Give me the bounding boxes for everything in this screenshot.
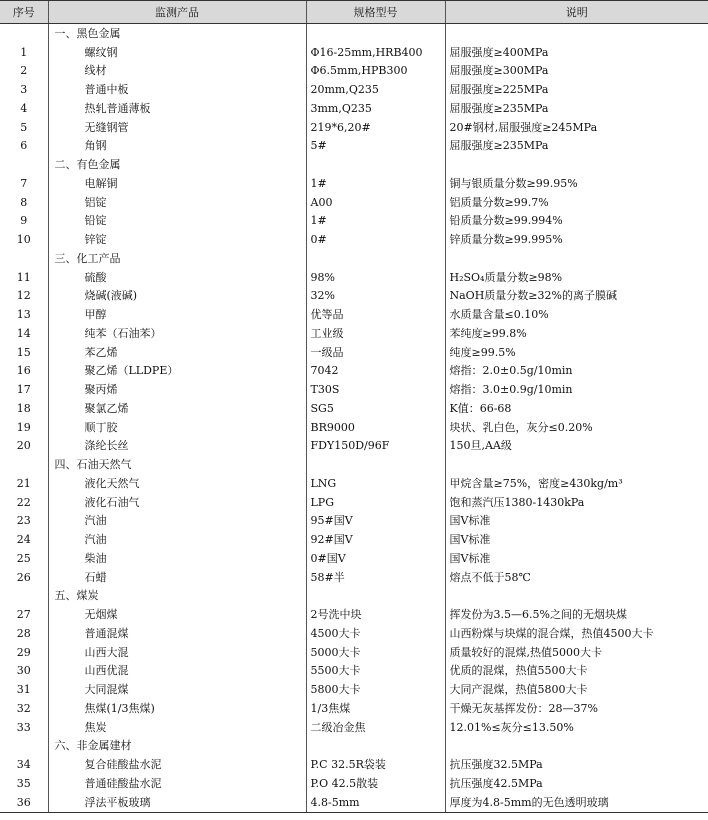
row-number: 23	[16, 514, 31, 528]
spec-model: 2号洗中块	[306, 605, 445, 624]
row-number: 8	[20, 195, 28, 209]
section-label: 二、有色金属	[48, 155, 306, 174]
header-no: 序号	[0, 1, 48, 24]
product-name: 汽油	[48, 530, 306, 549]
row-number: 19	[16, 420, 31, 434]
spec-cell	[306, 24, 445, 43]
row-number: 21	[16, 476, 31, 490]
description: 抗压强度42.5MPa	[445, 774, 708, 793]
row-number: 6	[20, 139, 28, 153]
product-name: 液化天然气	[48, 474, 306, 493]
description: 块状、乳白色，灰分≤0.20%	[445, 418, 708, 437]
header-spec: 规格型号	[306, 1, 445, 24]
table-row	[0, 530, 708, 549]
table-row	[0, 230, 708, 249]
table-row	[0, 99, 708, 118]
description: 熔点不低于58℃	[445, 568, 708, 587]
spec-model: 4500大卡	[306, 624, 445, 643]
row-number: 24	[16, 533, 31, 547]
product-name: 柴油	[48, 549, 306, 568]
spec-model: 0#国Ⅴ	[306, 549, 445, 568]
product-name: 石蜡	[48, 568, 306, 587]
description: 铝质量分数≥99.7%	[445, 193, 708, 212]
description: 厚度为4.8-5mm的无色透明玻璃	[445, 793, 708, 812]
section-label: 四、石油天然气	[48, 455, 306, 474]
row-number-cell	[0, 587, 48, 606]
table-row	[0, 118, 708, 137]
spec-model: T30S	[306, 380, 445, 399]
note-cell	[445, 737, 708, 756]
description: 纯度≥99.5%	[445, 343, 708, 362]
section-row	[0, 155, 708, 174]
spec-model: 95#国Ⅴ	[306, 512, 445, 531]
description: NaOH质量分数≥32%的离子膜碱	[445, 287, 708, 306]
product-name: 纯苯（石油苯）	[48, 324, 306, 343]
section-row	[0, 24, 708, 43]
table-row	[0, 474, 708, 493]
product-name: 聚氯乙烯	[48, 399, 306, 418]
spec-model: 58#半	[306, 568, 445, 587]
spec-model: P.O 42.5散装	[306, 774, 445, 793]
table-row	[0, 43, 708, 62]
row-number-cell	[0, 155, 48, 174]
row-number: 3	[20, 83, 28, 97]
product-name: 浮法平板玻璃	[48, 793, 306, 812]
table-row	[0, 699, 708, 718]
product-name: 苯乙烯	[48, 343, 306, 362]
table-row	[0, 755, 708, 774]
row-number: 31	[16, 683, 31, 697]
spec-model: 0#	[306, 230, 445, 249]
table-row	[0, 137, 708, 156]
table-row	[0, 268, 708, 287]
description: 熔指：2.0±0.5g/10min	[445, 362, 708, 381]
product-name: 汽油	[48, 512, 306, 531]
spec-model: 一级品	[306, 343, 445, 362]
product-name: 铅锭	[48, 212, 306, 231]
spec-model: Φ16-25mm,HRB400	[306, 43, 445, 62]
table-header	[0, 1, 708, 24]
section-label: 三、化工产品	[48, 249, 306, 268]
description: 抗压强度32.5MPa	[445, 755, 708, 774]
spec-model: 5#	[306, 137, 445, 156]
note-cell	[445, 24, 708, 43]
row-number-cell	[0, 249, 48, 268]
table-row	[0, 643, 708, 662]
row-number: 10	[16, 233, 31, 247]
row-number: 12	[16, 289, 31, 303]
description: 干燥无灰基挥发份：28—37%	[445, 699, 708, 718]
description: K值：66-68	[445, 399, 708, 418]
row-number: 9	[20, 214, 28, 228]
table-row	[0, 80, 708, 99]
row-number: 11	[16, 270, 31, 284]
row-number-cell	[0, 455, 48, 474]
spec-model: 98%	[306, 268, 445, 287]
section-label: 五、煤炭	[48, 587, 306, 606]
description: 国Ⅴ标准	[445, 512, 708, 531]
description: 苯纯度≥99.8%	[445, 324, 708, 343]
product-name: 聚乙烯（LLDPE）	[48, 362, 306, 381]
description: 山西粉煤与块煤的混合煤，热值4500大卡	[445, 624, 708, 643]
section-label: 六、非金属建材	[48, 737, 306, 756]
header-row	[0, 1, 708, 24]
description: 屈服强度≥235MPa	[445, 137, 708, 156]
product-name: 大同混煤	[48, 680, 306, 699]
spec-model: 1#	[306, 212, 445, 231]
row-number: 27	[16, 608, 31, 622]
table-row	[0, 437, 708, 456]
product-name: 山西优混	[48, 662, 306, 681]
table-row	[0, 774, 708, 793]
product-name: 无烟煤	[48, 605, 306, 624]
table-row	[0, 568, 708, 587]
row-number: 36	[0, 793, 48, 812]
product-name: 热轧普通薄板	[48, 99, 306, 118]
spec-model: 7042	[306, 362, 445, 381]
description: 熔指：3.0±0.9g/10min	[445, 380, 708, 399]
description: 挥发份为3.5—6.5%之间的无烟块煤	[445, 605, 708, 624]
row-number: 5	[20, 120, 28, 134]
table-row	[0, 399, 708, 418]
spec-model: BR9000	[306, 418, 445, 437]
note-cell	[445, 249, 708, 268]
spec-model: FDY150D/96F	[306, 437, 445, 456]
description: 12.01%≤灰分≤13.50%	[445, 718, 708, 737]
spec-model: 二级冶金焦	[306, 718, 445, 737]
description: 屈服强度≥225MPa	[445, 80, 708, 99]
product-name: 普通中板	[48, 80, 306, 99]
description: 大同产混煤，热值5800大卡	[445, 680, 708, 699]
spec-model: 优等品	[306, 305, 445, 324]
spec-model: 219*6,20#	[306, 118, 445, 137]
table-row	[0, 305, 708, 324]
product-name: 电解铜	[48, 174, 306, 193]
table-row	[0, 512, 708, 531]
row-number: 16	[16, 364, 31, 378]
note-cell	[445, 155, 708, 174]
table-row	[0, 605, 708, 624]
product-name: 无缝钢管	[48, 118, 306, 137]
spec-cell	[306, 155, 445, 174]
description: 质量较好的混煤,热值5000大卡	[445, 643, 708, 662]
row-number: 14	[16, 326, 31, 340]
product-name: 普通混煤	[48, 624, 306, 643]
table-row	[0, 62, 708, 81]
spec-model: 1/3焦煤	[306, 699, 445, 718]
spec-cell	[306, 455, 445, 474]
note-cell	[445, 587, 708, 606]
table-row	[0, 287, 708, 306]
spec-model: 1#	[306, 174, 445, 193]
table-row	[0, 174, 708, 193]
row-number: 28	[16, 626, 31, 640]
product-name: 液化石油气	[48, 493, 306, 512]
description: 屈服强度≥400MPa	[445, 43, 708, 62]
table-row	[0, 380, 708, 399]
description: 水质量含量≤0.10%	[445, 305, 708, 324]
product-name: 普通硅酸盐水泥	[48, 774, 306, 793]
row-number: 26	[16, 570, 31, 584]
spec-model: SG5	[306, 399, 445, 418]
section-row	[0, 249, 708, 268]
description: 屈服强度≥235MPa	[445, 99, 708, 118]
row-number: 30	[16, 664, 31, 678]
spec-model: 92#国Ⅴ	[306, 530, 445, 549]
table-row	[0, 793, 708, 812]
description: H₂SO₄质量分数≥98%	[445, 268, 708, 287]
row-number: 33	[16, 720, 31, 734]
table-row	[0, 418, 708, 437]
row-number: 15	[16, 345, 31, 359]
table-row	[0, 362, 708, 381]
table-row	[0, 493, 708, 512]
product-name: 铝锭	[48, 193, 306, 212]
row-number: 20	[16, 439, 31, 453]
table-row	[0, 662, 708, 681]
row-number: 25	[16, 551, 31, 565]
product-name: 硫酸	[48, 268, 306, 287]
table-row	[0, 680, 708, 699]
row-number: 22	[16, 495, 31, 509]
section-row	[0, 455, 708, 474]
spec-model: 20mm,Q235	[306, 80, 445, 99]
product-name: 线材	[48, 62, 306, 81]
row-number-cell	[0, 24, 48, 43]
description: 铜与银质量分数≥99.95%	[445, 174, 708, 193]
table-row	[0, 324, 708, 343]
spec-cell	[306, 587, 445, 606]
section-row	[0, 737, 708, 756]
row-number: 34	[16, 758, 31, 772]
description: 甲烷含量≥75%，密度≥430kg/m³	[445, 474, 708, 493]
product-name: 聚丙烯	[48, 380, 306, 399]
spec-model: 5500大卡	[306, 662, 445, 681]
spec-model: 5800大卡	[306, 680, 445, 699]
product-name: 复合硅酸盐水泥	[48, 755, 306, 774]
header-note: 说明	[445, 1, 708, 24]
description: 铅质量分数≥99.994%	[445, 212, 708, 231]
table-row	[0, 343, 708, 362]
spec-model: 4.8-5mm	[306, 793, 445, 812]
spec-model: 3mm,Q235	[306, 99, 445, 118]
description: 150旦,AA级	[445, 437, 708, 456]
spec-model: 5000大卡	[306, 643, 445, 662]
table-row	[0, 624, 708, 643]
row-number: 35	[16, 776, 31, 790]
description: 20#钢材,屈服强度≥245MPa	[445, 118, 708, 137]
row-number: 1	[20, 45, 28, 59]
description: 优质的混煤，热值5500大卡	[445, 662, 708, 681]
spec-model: LNG	[306, 474, 445, 493]
section-label: 一、黑色金属	[48, 24, 306, 43]
header-product: 监测产品	[48, 1, 306, 24]
row-number: 2	[20, 64, 28, 78]
section-row	[0, 587, 708, 606]
product-name: 螺纹钢	[48, 43, 306, 62]
row-number: 29	[16, 645, 31, 659]
note-cell	[445, 455, 708, 474]
product-name: 烧碱(液碱)	[48, 287, 306, 306]
row-number-cell	[0, 737, 48, 756]
description: 锌质量分数≥99.995%	[445, 230, 708, 249]
product-name: 甲醇	[48, 305, 306, 324]
product-name: 山西大混	[48, 643, 306, 662]
product-name: 焦炭	[48, 718, 306, 737]
spec-cell	[306, 249, 445, 268]
row-number: 32	[16, 701, 31, 715]
product-name: 涤纶长丝	[48, 437, 306, 456]
product-name: 焦煤(1/3焦煤)	[48, 699, 306, 718]
spec-model: LPG	[306, 493, 445, 512]
spec-model: 32%	[306, 287, 445, 306]
spec-model: 工业级	[306, 324, 445, 343]
product-name: 角钢	[48, 137, 306, 156]
row-number: 18	[16, 401, 31, 415]
table-row	[0, 718, 708, 737]
spec-model: Φ6.5mm,HPB300	[306, 62, 445, 81]
row-number: 7	[20, 176, 28, 190]
product-name: 顺丁胶	[48, 418, 306, 437]
spec-model: P.C 32.5R袋装	[306, 755, 445, 774]
description: 屈服强度≥300MPa	[445, 62, 708, 81]
spec-model: A00	[306, 193, 445, 212]
description: 国Ⅴ标准	[445, 530, 708, 549]
row-number: 4	[20, 101, 28, 115]
table-row	[0, 549, 708, 568]
product-name: 锌锭	[48, 230, 306, 249]
row-number: 17	[16, 383, 31, 397]
table-row	[0, 193, 708, 212]
table-body	[0, 24, 708, 813]
spec-cell	[306, 737, 445, 756]
description: 饱和蒸汽压1380-1430kPa	[445, 493, 708, 512]
description: 国Ⅴ标准	[445, 549, 708, 568]
table-row	[0, 212, 708, 231]
row-number: 13	[16, 308, 31, 322]
